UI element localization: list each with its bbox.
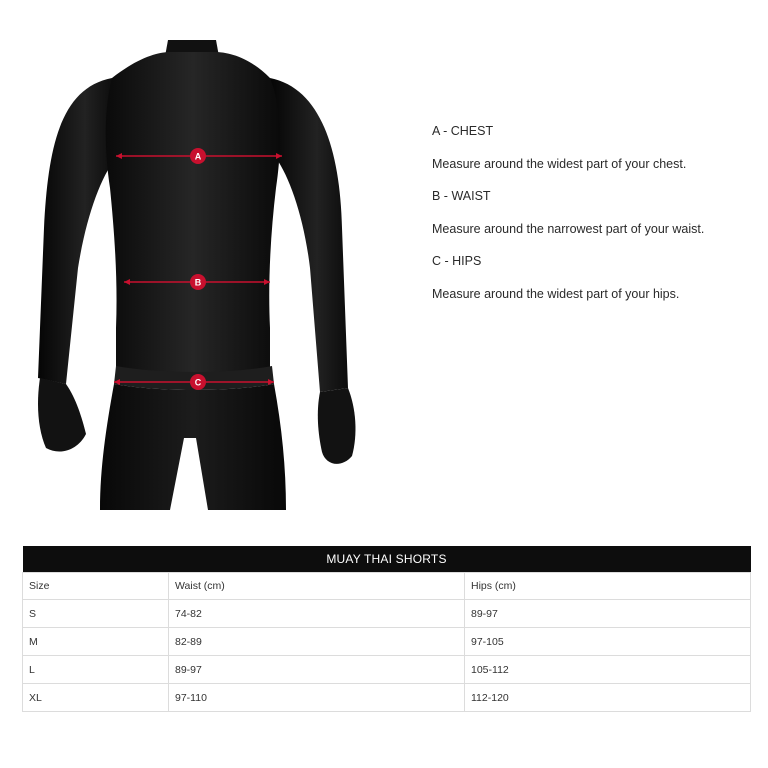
hips-cell: 105-112: [465, 656, 751, 684]
table-row: [23, 600, 751, 628]
header-waist: Waist (cm): [169, 573, 465, 600]
right-hand: [318, 388, 356, 464]
table-row: [23, 628, 751, 656]
chest-title: A - CHEST: [432, 124, 494, 138]
hips-description: Measure around the widest part of your hips.: [432, 286, 680, 301]
size-cell: XL: [23, 684, 169, 712]
hips-cell: 89-97: [465, 600, 751, 628]
hips-marker-label: C: [194, 377, 202, 388]
mannequin-illustration: [20, 38, 360, 510]
left-sleeve: [38, 78, 116, 384]
hips-cell: 112-120: [465, 684, 751, 712]
right-sleeve: [270, 78, 348, 392]
measurement-guide: [432, 124, 752, 319]
chest-description: Measure around the widest part of your chest.: [432, 156, 687, 171]
pants: [100, 384, 286, 510]
size-cell: S: [23, 600, 169, 628]
chest-marker-label: A: [194, 151, 202, 162]
mannequin-figure: [20, 38, 360, 510]
hips-title: C - HIPS: [432, 254, 482, 268]
waist-title: B - WAIST: [432, 189, 491, 203]
size-cell: M: [23, 628, 169, 656]
waist-cell: 97-110: [169, 684, 465, 712]
waist-description: Measure around the narrowest part of your waist.: [432, 221, 705, 236]
waist-cell: 74-82: [169, 600, 465, 628]
size-chart-table: [22, 546, 751, 712]
left-hand: [38, 378, 86, 452]
table-title: MUAY THAI SHORTS: [23, 546, 751, 573]
size-cell: L: [23, 656, 169, 684]
table-row: [23, 684, 751, 712]
table-header-row: [23, 573, 751, 600]
waist-marker-label: B: [194, 277, 202, 288]
shirt-torso: [106, 52, 280, 374]
hips-cell: 97-105: [465, 628, 751, 656]
waist-cell: 82-89: [169, 628, 465, 656]
header-hips: Hips (cm): [465, 573, 751, 600]
waist-cell: 89-97: [169, 656, 465, 684]
table-row: [23, 656, 751, 684]
header-size: Size: [23, 573, 169, 600]
